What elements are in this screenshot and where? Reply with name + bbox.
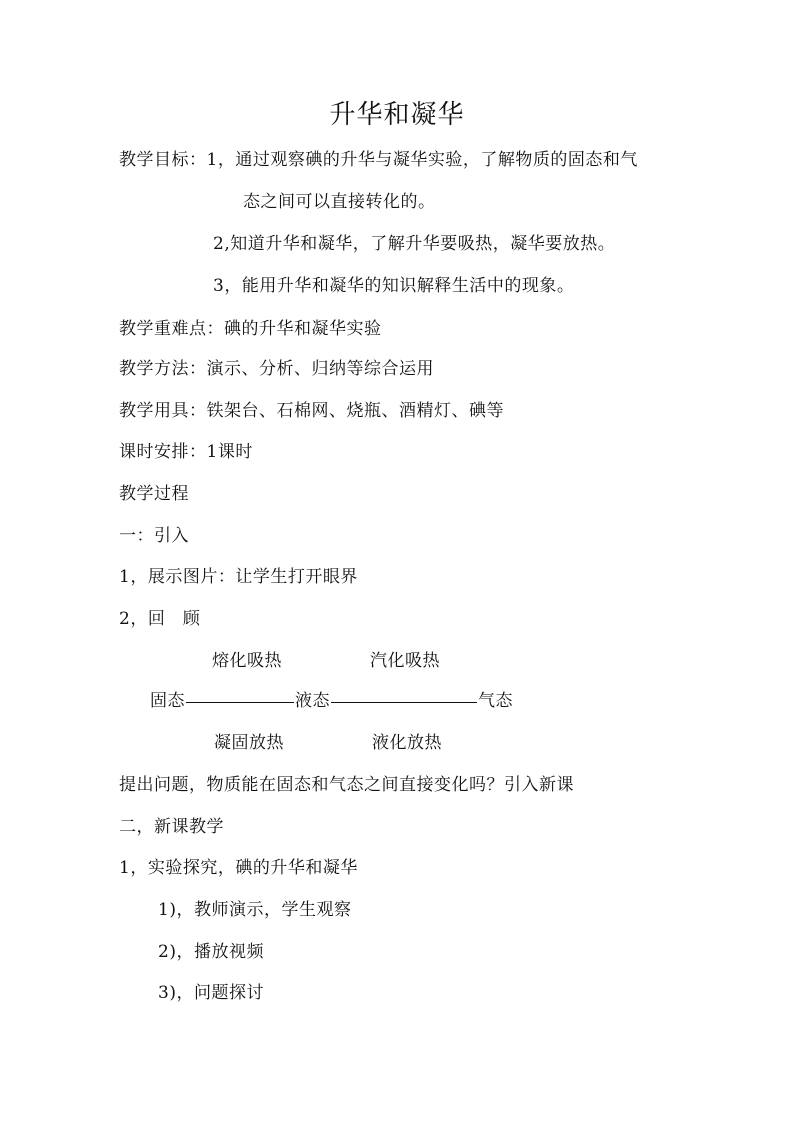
section-1-step-2: 2，回 顾 (119, 609, 201, 629)
diagram-freezing-label: 凝固放热 (214, 733, 284, 753)
objective-1-line-2: 态之间可以直接转化的。 (243, 192, 436, 212)
teaching-tools: 教学用具：铁架台、石棉网、烧瓶、酒精灯、碘等 (119, 401, 504, 421)
section-2-sub-3: 3)，问题探讨 (158, 983, 264, 1003)
section-1-heading: 一：引入 (119, 526, 189, 546)
diagram-line-solid-liquid (186, 702, 294, 703)
section-2-sub-1: 1)，教师演示，学生观察 (158, 900, 352, 920)
class-schedule: 课时安排：1课时 (119, 442, 253, 462)
section-1-step-1: 1，展示图片：让学生打开眼界 (119, 567, 358, 587)
process-heading: 教学过程 (119, 484, 189, 504)
raised-question: 提出问题，物质能在固态和气态之间直接变化吗？引入新课 (119, 775, 574, 795)
diagram-states-row (150, 690, 513, 712)
objectives-line-1 (119, 149, 638, 171)
section-2-step-1: 1，实验探究，碘的升华和凝华 (119, 858, 358, 878)
objective-2: 2,知道升华和凝华，了解升华要吸热，凝华要放热。 (213, 234, 616, 254)
diagram-solid: 固态 (150, 691, 185, 711)
diagram-melting-label: 熔化吸热 (212, 651, 282, 671)
key-points: 教学重难点：碘的升华和凝华实验 (119, 319, 382, 339)
document-title: 升华和凝华 (329, 100, 465, 130)
objectives-label: 教学目标： (119, 150, 207, 170)
diagram-vaporization-label: 汽化吸热 (370, 651, 440, 671)
section-2-heading: 二，新课教学 (119, 817, 224, 837)
section-2-sub-2: 2)，播放视频 (158, 942, 264, 962)
diagram-gas: 气态 (478, 691, 513, 711)
diagram-line-liquid-gas (331, 702, 477, 703)
objective-1-line-1: 1，通过观察碘的升华与凝华实验，了解物质的固态和气 (206, 150, 638, 170)
teaching-methods: 教学方法：演示、分析、归纳等综合运用 (119, 359, 434, 379)
diagram-liquefaction-label: 液化放热 (372, 733, 442, 753)
objective-3: 3，能用升华和凝华的知识解释生活中的现象。 (213, 276, 575, 296)
diagram-liquid: 液态 (295, 691, 330, 711)
